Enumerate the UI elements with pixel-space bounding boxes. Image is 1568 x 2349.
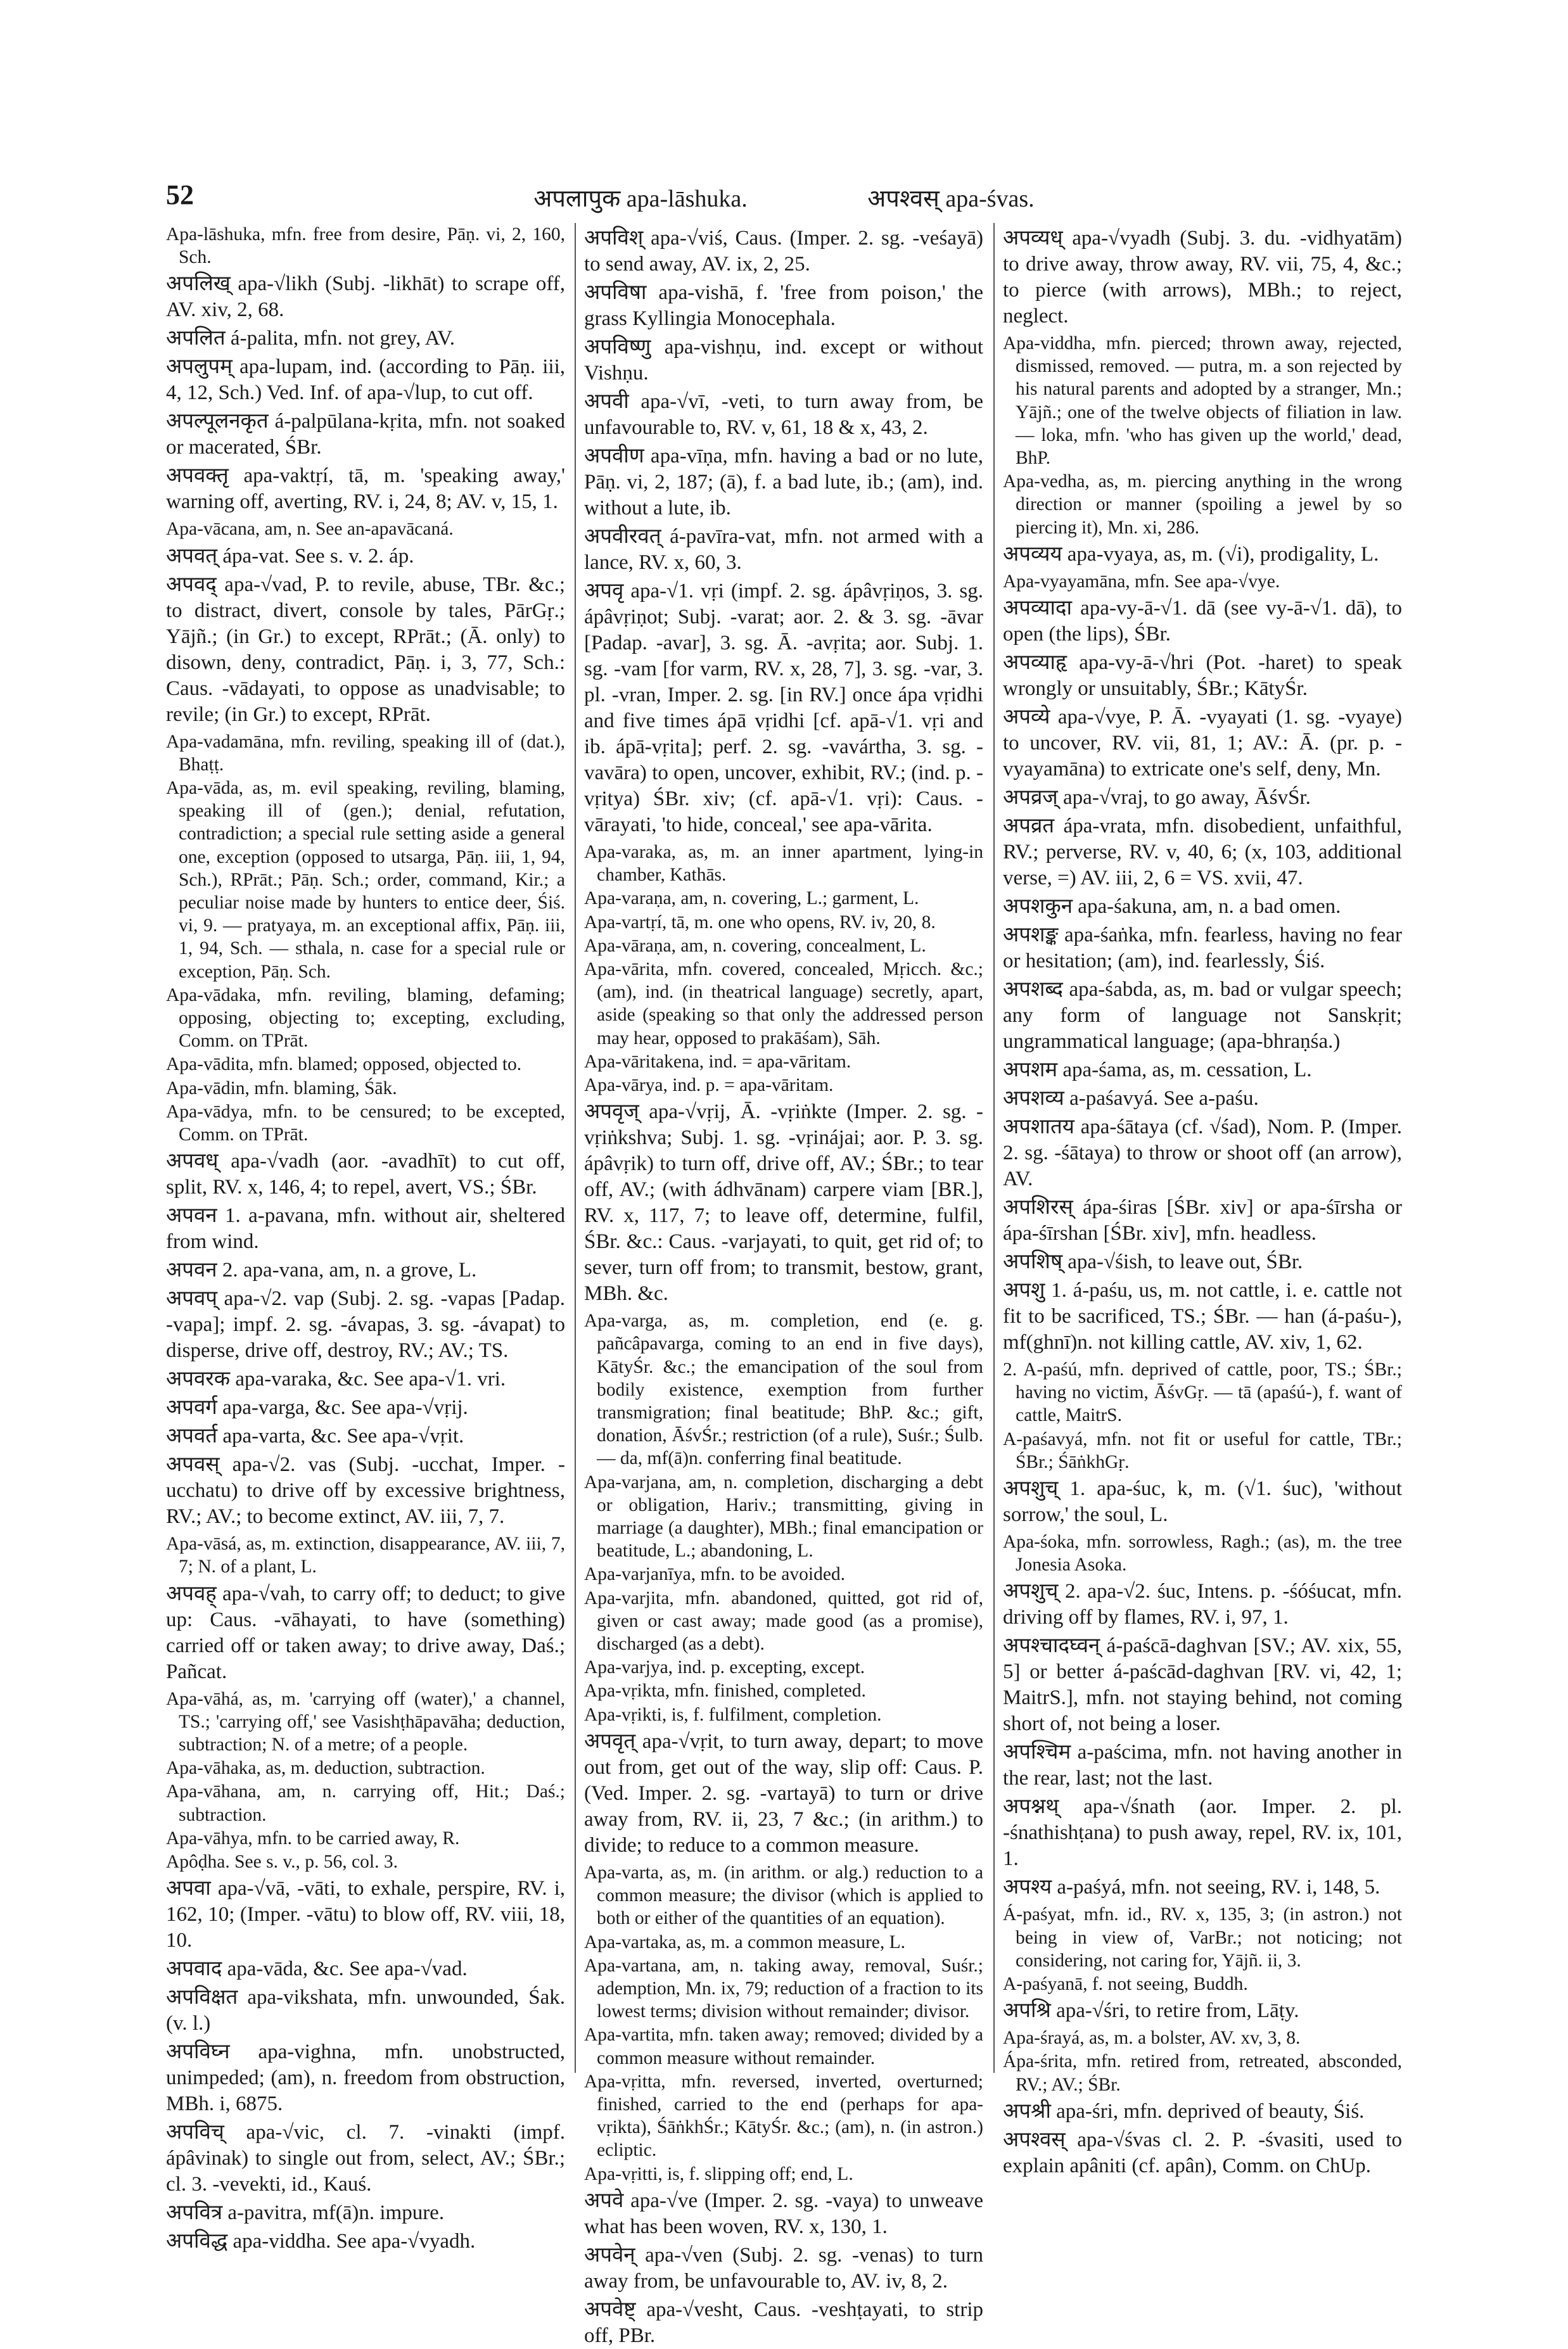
dictionary-entry: Apa-vṛitti, is, f. slipping off; end, L. [584,2163,853,2184]
dictionary-entry: Apa-vārya, ind. p. = apa-vāritam. [584,1075,834,1096]
dictionary-entry: Apa-śrayá, as, m. a bolster, AV. xv, 3, 8. [1003,2028,1301,2049]
dictionary-entry: अपशिरस् ápa-śiras [ŚBr. xiv] or apa-śīrsha or ápa-śīrshan [ŚBr. xiv], mfn. headless. [1003,1196,1402,1245]
page-header [166,179,1402,219]
dictionary-entry: अपश्चिम a-paścima, mfn. not having another in the rear, last; not the last. [1003,1741,1402,1790]
dictionary-entry: अपवाद apa-vāda, &c. See apa-√vad. [166,1958,468,1981]
dictionary-entry: Apôḍha. See s. v., p. 56, col. 3. [166,1852,398,1873]
page-number: 52 [166,179,194,210]
dictionary-entry: अपलिख् apa-√likh (Subj. -likhāt) to scrape off, AV. xiv, 2, 68. [166,272,565,322]
dictionary-entry: अपशुच् 2. apa-√2. śuc, Intens. p. -śóśucat, mfn. driving off by flames, RV. i, 97, 1. [1003,1580,1402,1629]
dictionary-entry: अपविष्णु apa-vishṇu, ind. except or without Vishṇu. [584,336,983,385]
dictionary-entry: Apa-vādita, mfn. blamed; opposed, objected to. [166,1054,522,1075]
dictionary-entry: Apa-varta, as, m. (in arithm. or alg.) reduction to a common measure; the divisor (which is applied to both or either of the quantities of an equation). [584,1862,983,1929]
column-middle [584,223,983,2347]
dictionary-entry: Apa-vādya, mfn. to be censured; to be excepted, Comm. on TPrāt. [166,1101,565,1145]
dictionary-entry: अपव्ये apa-√vye, P. Ā. -vyayati (1. sg. -vyaye) to uncover, RV. vii, 81, 1; AV.: Ā. (pr. p. -vyayamāna) to extricate one's self, deny, Mn. [1003,706,1402,781]
dictionary-entry: अपवक्तृ apa-vaktṛí, tā, m. 'speaking away,' warning off, averting, RV. i, 24, 8; AV. v, 15, 1. [166,464,565,514]
dictionary-entry: अपशु 1. á-paśu, us, m. not cattle, i. e. cattle not fit to be sacrificed, TS.; ŚBr. — han (á-paśu-), mf(ghnī)n. not killing cattle, AV. xiv, 1, 62. [1003,1279,1402,1354]
dictionary-entry: Apa-vartaka, as, m. a common measure, L. [584,1932,906,1952]
dictionary-entry: Apa-vādaka, mfn. reviling, blaming, defaming; opposing, objecting to; excepting, excluding, Comm. on TPrāt. [166,984,565,1052]
dictionary-entry: अपवर्ग apa-varga, &c. See apa-√vṛij. [166,1396,468,1420]
dictionary-entry: Apa-varjya, ind. p. excepting, except. [584,1657,865,1678]
column-left [166,223,565,2253]
dictionary-entry: अपश्चादघ्वन् á-paścā-daghvan [SV.; AV. xix, 55, 5] or better á-paścād-daghvan [RV. vi, 42, 1; MaitrS.], mfn. not staying behind, not coming short of, not being a loser. [1003,1634,1402,1736]
dictionary-entry: अपवृ apa-√1. vṛi (impf. 2. sg. ápâvṛiṇos, 3. sg. ápâvṛiṇot; Subj. -varat; aor. 2. & 3. sg. -āvar [Padap. -avar], 3. sg. Ā. -avṛita; aor. Subj. 1. sg. -vam [for varm, RV. x, 28, 7], 3. sg. -var, 3. pl. -vran, Imper. 2. sg. [in RV.] once ápa vṛidhi and five times ápā vṛidhi [cf. apā-√1. vṛi and ib. ápā-vṛita]; perf. 2. sg. -vavártha, 3. sg. -vavāra) to open, uncover, exhibit, RV.; (ind. p. -vṛitya) ŚBr. xiv; (cf. apā-√1. vṛi): Caus. -vārayati, 'to hide, conceal,' see apa-vārita. [584,580,983,836]
dictionary-entry: अपशव्य a-paśavyá. See a-paśu. [1003,1087,1259,1111]
dictionary-entry: अपशुच् 1. apa-śuc, k, m. (√1. śuc), 'without sorrow,' the soul, L. [1003,1477,1402,1527]
left-running-head: अपलापुक apa-lāshuka. [533,186,748,212]
dictionary-entry: Apa-vartana, am, n. taking away, removal, Suśr.; ademption, Mn. ix, 79; reduction of a fraction to its lowest terms; division without remainder; divisor. [584,1955,983,2022]
dictionary-entry: अपवन 1. a-pavana, mfn. without air, sheltered from wind. [166,1204,565,1254]
dictionary-entry: Apa-varaṇa, am, n. covering, L.; garment, L. [584,888,919,909]
dictionary-entry: Apa-varga, as, m. completion, end (e. g. pañcâpavarga, coming to an end in five days), KātyŚr. &c.; the emancipation of the soul from bodily existence, exemption from further transmigration; final beatitude; BhP. &c.; gift, donation, ĀśvŚr.; restriction (of a rule), Suśr.; Śulb. — da, mf(ā)n. conferring final beatitude. [584,1311,983,1469]
dictionary-entry: अपवस् apa-√2. vas (Subj. -ucchat, Imper. -ucchatu) to drive off by excessive brightness, RV.; AV.; to become extinct, AV. iii, 7, 7. [166,1453,565,1529]
dictionary-entry: अपशङ्क apa-śaṅka, mfn. fearless, having no fear or hesitation; (am), ind. fearlessly, Śiś. [1003,924,1402,973]
dictionary-entry: अपवन 2. apa-vana, am, n. a grove, L. [166,1259,477,1282]
dictionary-entry: अपविक्षत apa-vikshata, mfn. unwounded, Śak. (v. l.) [166,1986,565,2035]
dictionary-entry: अपवीरवत् á-pavīra-vat, mfn. not armed with a lance, RV. x, 60, 3. [584,525,983,574]
dictionary-entry: अपशब्द apa-śabda, as, m. bad or vulgar speech; any form of language not Sanskṛit; ungrammatical language; (apa-bhraṇśa.) [1003,978,1402,1054]
dictionary-entry: अपविद्ध apa-viddha. See apa-√vyadh. [166,2230,476,2253]
dictionary-entry: Apa-śoka, mfn. sorrowless, Ragh.; (as), m. the tree Jonesia Asoka. [1003,1532,1402,1576]
dictionary-entry: अपवे apa-√ve (Imper. 2. sg. -vaya) to unweave what has been woven, RV. x, 130, 1. [584,2189,983,2238]
dictionary-entry: अपशिष् apa-√śish, to leave out, ŚBr. [1003,1251,1303,1274]
dictionary-entry: Ápa-śrita, mfn. retired from, retreated, absconded, RV.; AV.; ŚBr. [1003,2051,1402,2095]
dictionary-entry: Apa-varjanīya, mfn. to be avoided. [584,1564,846,1585]
dictionary-entry: Apa-vartṛí, tā, m. one who opens, RV. iv, 20, 8. [584,912,936,933]
dictionary-entry: अपल्पूलनकृत á-palpūlana-kṛita, mfn. not soaked or macerated, ŚBr. [166,410,565,459]
dictionary-entry: अपवर्त apa-varta, &c. See apa-√vṛit. [166,1425,464,1448]
dictionary-entry: Apa-vāhaka, as, m. deduction, subtraction. [166,1758,485,1779]
dictionary-entry: Apa-varjana, am, n. completion, discharging a debt or obligation, Hariv.; transmitting, giving in marriage (a daughter), MBh.; final emancipation or beatitude, L.; abandoning, L. [584,1472,983,1562]
dictionary-entry: Apa-vāda, as, m. evil speaking, reviling, blaming, speaking ill of (gen.); denial, refutation, contradiction; a special rule setting aside a general one, exception (opposed to utsarga, Pāṇ. iii, 1, 94, Sch.), RPrāt.; Pāṇ. Sch.; order, command, Kir.; a peculiar noise made by hunters to entice deer, Śiś. vi, 9. — pratyaya, m. an exceptional affix, Pāṇ. iii, 1, 94, Sch. — sthala, n. case for a special rule or exception, Pāṇ. Sch. [166,778,565,982]
dictionary-entry: अपवप् apa-√2. vap (Subj. 2. sg. -vapas [Padap. -vapa]; impf. 2. sg. -ávapas, 3. sg. -ávapat) to disperse, drive off, destroy, RV.; AV.; TS. [166,1287,565,1363]
dictionary-entry: अपवह् apa-√vah, to carry off; to deduct; to give up: Caus. -vāhayati, to have (something) carried off or taken away; to drive away, Daś.; Pañcat. [166,1582,565,1683]
dictionary-entry: अपश्रि apa-√śri, to retire from, Lāṭy. [1003,1999,1299,2023]
dictionary-entry: Apa-vṛikti, is, f. fulfilment, completion. [584,1704,882,1725]
dictionary-columns [166,223,1402,2347]
dictionary-entry: अपव्रत ápa-vrata, mfn. disobedient, unfaithful, RV.; perverse, RV. v, 40, 6; (x, 103, additional verse, =) AV. iii, 2, 6 = VS. xvii, 47. [1003,815,1402,890]
dictionary-entry: Apa-vartita, mfn. taken away; removed; divided by a common measure without remainder. [584,2025,983,2068]
dictionary-entry: Apa-vādin, mfn. blaming, Śāk. [166,1078,397,1098]
dictionary-entry: अपवेष्ट् apa-√vesht, Caus. -veshṭayati, to strip off, PBr. [584,2298,983,2347]
dictionary-entry: अपश्वस् apa-√śvas cl. 2. P. -śvasiti, used to explain apâniti (cf. apân), Comm. on ChUp. [1003,2128,1402,2177]
dictionary-entry: अपशकुन apa-śakuna, am, n. a bad omen. [1003,895,1341,919]
dictionary-entry: अपविश् apa-√viś, Caus. (Imper. 2. sg. -veśayā) to send away, AV. ix, 2, 25. [584,227,983,276]
dictionary-entry: Apa-vedha, as, m. piercing anything in the wrong direction or manner (spoiling a jewel by so piercing it), Mn. xi, 286. [1003,471,1402,538]
dictionary-entry: 2. A-paśú, mfn. deprived of cattle, poor, TS.; ŚBr.; having no victim, ĀśvGṛ. — tā (apaśú-), f. want of cattle, MaitrS. [1003,1359,1402,1426]
dictionary-entry: अपवरक apa-varaka, &c. See apa-√1. vri. [166,1368,506,1391]
dictionary-entry: अपविच् apa-√vic, cl. 7. -vinakti (impf. ápâvinak) to single out from, select, AV.; ŚBr.; cl. 3. -vevekti, id., Kauś. [166,2121,565,2196]
dictionary-entry: अपश्नथ् apa-√śnath (aor. Imper. 2. pl. -śnathishṭana) to push away, repel, RV. ix, 101, 1. [1003,1795,1402,1871]
dictionary-entry: अपव्याहृ apa-vy-ā-√hri (Pot. -haret) to speak wrongly or unsuitably, ŚBr.; KātyŚr. [1003,651,1402,701]
dictionary-entry: Apa-vyayamāna, mfn. See apa-√vye. [1003,571,1280,592]
dictionary-entry: अपलित á-palita, mfn. not grey, AV. [166,327,456,350]
dictionary-entry: अपव्यध् apa-√vyadh (Subj. 3. du. -vidhyatām) to drive away, throw away, RV. vii, 75, 4, &c.; to pierce (with arrows), MBh.; to reject, neglect. [1003,227,1402,328]
dictionary-entry: अपवेन् apa-√ven (Subj. 2. sg. -venas) to turn away from, be unfavourable to, AV. iv, 8, 2. [584,2243,983,2293]
dictionary-entry: Apa-lāshuka, mfn. free from desire, Pāṇ. vi, 2, 160, Sch. [166,224,565,268]
dictionary-entry: अपवा apa-√vā, -vāti, to exhale, perspire, RV. i, 162, 10; (Imper. -vātu) to blow off, RV. viii, 18, 10. [166,1877,565,1952]
right-running-head: अपश्वस् apa-śvas. [867,186,1035,212]
dictionary-entry: अपविघ्न apa-vighna, mfn. unobstructed, unimpeded; (am), n. freedom from obstruction, MBh. i, 6875. [166,2040,565,2116]
dictionary-entry: अपव्यादा apa-vy-ā-√1. dā (see vy-ā-√1. dā), to open (the lips), ŚBr. [1003,597,1402,646]
dictionary-entry: अपशम apa-śama, as, m. cessation, L. [1003,1059,1312,1082]
dictionary-entry: अपवीण apa-vīṇa, mfn. having a bad or no lute, Pāṇ. vi, 2, 187; (ā), f. a bad lute, ib.; (am), ind. without a lute, ib. [584,445,983,519]
dictionary-entry: अपश्री apa-śri, mfn. deprived of beauty, Śiś. [1003,2099,1365,2123]
dictionary-entry: Apa-vṛitta, mfn. reversed, inverted, overturned; finished, carried to the end (perhaps for apa-vṛikta), ŚāṅkhŚr.; KātyŚr. &c.; (am), n. (in astron.) ecliptic. [584,2071,983,2161]
dictionary-entry: अपलुपम् apa-lupam, ind. (according to Pāṇ. iii, 4, 12, Sch.) Ved. Inf. of apa-√lup, to cut off. [166,355,565,405]
dictionary-entry: Apa-vāsá, as, m. extinction, disappearance, AV. iii, 7, 7; N. of a plant, L. [166,1534,565,1577]
dictionary-entry: Á-paśyat, mfn. id., RV. x, 135, 3; (in astron.) not being in view of, VarBr.; not noticing; not considering, not caring for, Yājñ. ii, 3. [1003,1904,1402,1971]
dictionary-entry: A-paśavyá, mfn. not fit or useful for cattle, TBr.; ŚBr.; ŚāṅkhGṛ. [1003,1429,1402,1472]
dictionary-entry: Apa-vadamāna, mfn. reviling, speaking ill of (dat.), Bhaṭṭ. [166,731,565,775]
dictionary-entry: Apa-vāraṇa, am, n. covering, concealment, L. [584,935,926,956]
dictionary-entry: अपवित्र a-pavitra, mf(ā)n. impure. [166,2201,445,2225]
dictionary-entry: अपवृज् apa-√vṛij, Ā. -vṛiṅkte (Imper. 2. sg. -vṛiṅkshva; Subj. 1. sg. -vṛinájai; aor. P. 3. sg. ápâvṛik) to turn off, drive off, AV.; ŚBr.; to tear off, AV.; (with ádhvānam) carpere viam [BR.], RV. x, 117, 7; to leave off, determine, fulfil, ŚBr. &c.: Caus. -varjayati, to quit, get rid of; to sever, turn off from; to transmit, bestow, grant, MBh. &c. [584,1100,983,1306]
dictionary-entry: अपविषा apa-vishā, f. 'free from poison,' the grass Kyllingia Monocephala. [584,281,983,330]
dictionary-entry: अपशातय apa-śātaya (cf. √śad), Nom. P. (Imper. 2. sg. -śātaya) to throw or shoot off (an arrow), AV. [1003,1116,1402,1191]
dictionary-entry: Apa-varjita, mfn. abandoned, quitted, got rid of, given or cast away; made good (as a promise), discharged (as a debt). [584,1588,983,1655]
dictionary-entry: अपश्य a-paśyá, mfn. not seeing, RV. i, 148, 5. [1003,1876,1380,1899]
dictionary-entry: Apa-vāritakena, ind. = apa-vāritam. [584,1051,851,1072]
dictionary-entry: Apa-vāhana, am, n. carrying off, Hit.; Daś.; subtraction. [166,1781,565,1825]
dictionary-entry: अपवत् ápa-vat. See s. v. 2. áp. [166,544,414,568]
running-heads [166,181,1402,214]
column-right [1003,223,1402,2177]
dictionary-entry: Apa-vācana, am, n. See an-apavācaná. [166,519,454,540]
dictionary-entry: Apa-vāhá, as, m. 'carrying off (water),' a channel, TS.; 'carrying off,' see Vasishṭhāpavāha; deduction, subtraction; N. of a metre; of a people. [166,1688,565,1755]
dictionary-entry: Apa-vāhya, mfn. to be carried away, R. [166,1828,460,1849]
dictionary-entry: Apa-vṛikta, mfn. finished, completed. [584,1681,866,1702]
dictionary-entry: अपवद् apa-√vad, P. to revile, abuse, TBr. &c.; to distract, divert, console by tales, PārGṛ.; Yājñ.; (in Gr.) to except, RPrāt.; (Ā. only) to disown, deny, contradict, Pāṇ. i, 3, 77, Sch.: Caus. -vādayati, to oppose as unadvisable; to revile; (in Gr.) to except, RPrāt. [166,573,565,726]
dictionary-entry: अपवध् apa-√vadh (aor. -avadhīt) to cut off, split, RV. x, 146, 4; to repel, avert, VS.; ŚBr. [166,1150,565,1199]
dictionary-entry: अपवृत् apa-√vṛit, to turn away, depart; to move out from, get out of the way, slip off: Caus. P. (Ved. Imper. 2. sg. -vartayā) to turn or drive away from, RV. ii, 23, 7 &c.; (in arithm.) to divide; to reduce to a common measure. [584,1729,983,1857]
dictionary-entry: अपवी apa-√vī, -veti, to turn away from, be unfavourable to, RV. v, 61, 18 & x, 43, 2. [584,390,983,439]
dictionary-entry: अपव्यय apa-vyaya, as, m. (√i), prodigality, L. [1003,542,1379,566]
dictionary-entry: Apa-varaka, as, m. an inner apartment, lying-in chamber, Kathās. [584,842,983,886]
dictionary-entry: Apa-vārita, mfn. covered, concealed, Mṛicch. &c.; (am), ind. (in theatrical language) secretly, apart, aside (speaking so that only the addressed person may hear, opposed to prakāśam), Sāh. [584,959,983,1048]
dictionary-entry: Apa-viddha, mfn. pierced; thrown away, rejected, dismissed, removed. — putra, m. a son rejected by his natural parents and adopted by a stranger, Mn.; Yājñ.; one of the twelve objects of filiation in law. — loka, mfn. 'who has given up the world,' dead, BhP. [1003,333,1402,469]
dictionary-entry: A-paśyanā, f. not seeing, Buddh. [1003,1974,1248,1995]
dictionary-entry: अपव्रज् apa-√vraj, to go away, ĀśvŚr. [1003,786,1311,810]
